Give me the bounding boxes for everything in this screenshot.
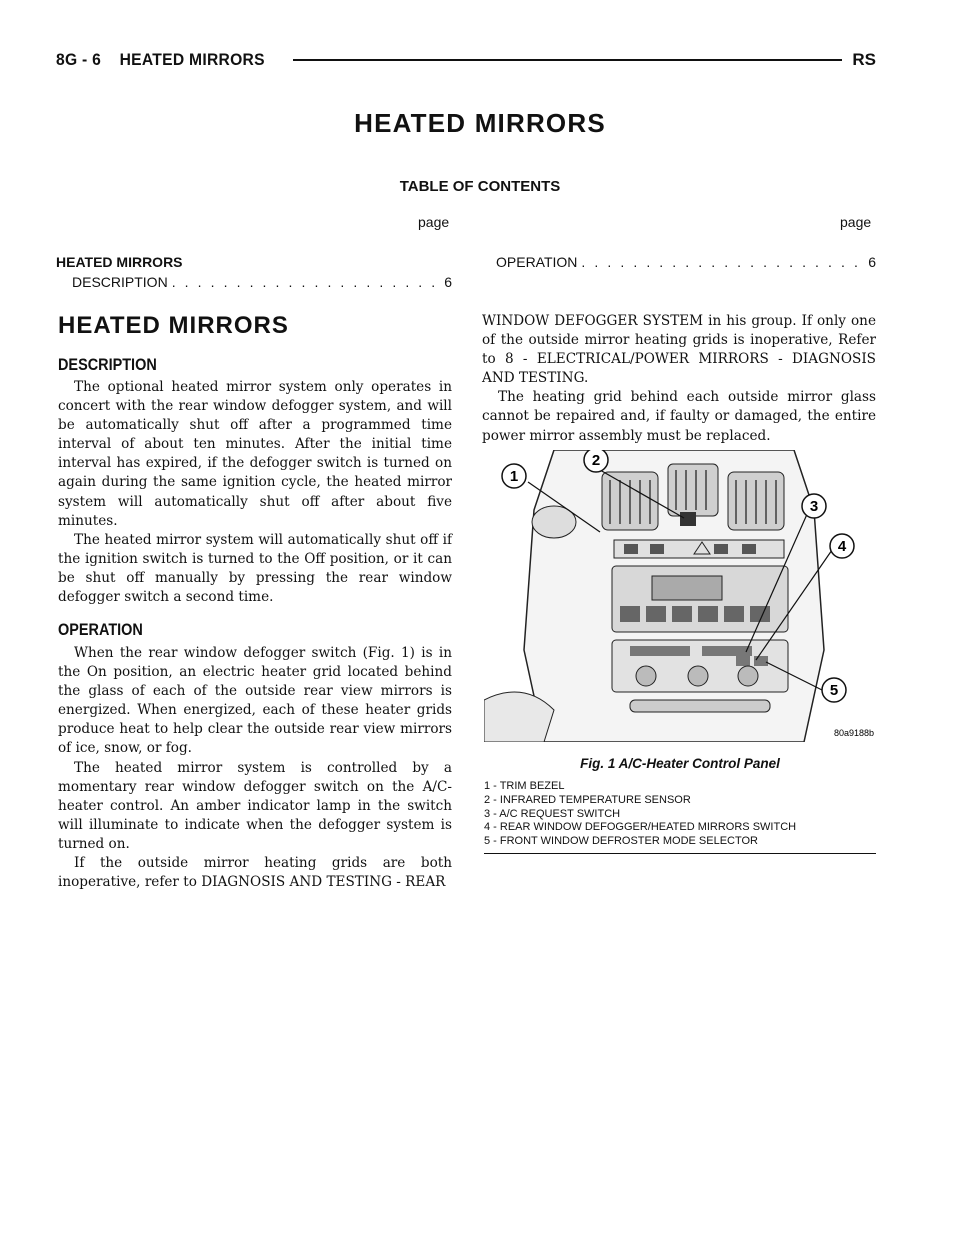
page-title: HEATED MIRRORS [354,108,606,138]
figure-control-panel [484,450,876,742]
right-paragraph: WINDOW DEFOGGER SYSTEM in his group. If only one of the outside mirror heating grids is inoperative, Refer to 8 - ELECTRICAL/POWER MIRRORS - DIAGNOSIS AND TESTING. [482,313,876,387]
header-right: RS [852,50,876,69]
toc-page-label-right: page [840,214,872,230]
right-paragraph: The heating grid behind each outside mirror glass cannot be repaired and, if faulty or damaged, the entire power mirror assembly must be replaced. [482,389,876,444]
right-column-body [482,312,876,446]
toc-title: TABLE OF CONTENTS [399,178,561,195]
figure-caption: Fig. 1 A/C-Heater Control Panel [580,756,780,771]
callout-2: 2 [591,452,601,469]
operation-paragraph: When the rear window defogger switch (Fig. 1) is in the On position, an electric heater grid located behind the glass of each of the outside rear view mirrors is energized. When energized, each of these heater grids produce heat to help clear the outside rear view mirrors of ice, snow, or fog. [58,645,452,757]
figure-legend [484,780,876,854]
description-body [58,378,452,607]
description-paragraph: The optional heated mirror system only operates in concert with the rear window defogger system, and will be automatically shut off after a programmed time interval of about ten minutes. After the initial time interval has expired, if the defogger switch is turned on again during the same ignition cycle, the heated mirror system will automatically shut off after about five minutes. [58,379,452,529]
description-heading: DESCRIPTION [58,355,157,374]
legend-item: 5 - FRONT WINDOW DEFROSTER MODE SELECTOR [484,835,758,848]
toc-entry-operation[interactable]: OPERATION . . . 6 [496,254,876,270]
legend-item: 3 - A/C REQUEST SWITCH [484,807,621,820]
callout-5: 5 [829,682,839,699]
operation-paragraph: The heated mirror system is controlled by a momentary rear window defogger switch on the A/C-heater control. An amber indicator lamp in the switch will illuminate to indicate when the defogger system is turned on. [58,759,452,852]
operation-body [58,644,452,892]
section-title: HEATED MIRRORS [58,312,289,339]
legend-item: 4 - REAR WINDOW DEFOGGER/HEATED MIRRORS SWITCH [484,821,797,834]
control-panel-illustration [484,450,876,742]
page-header [56,48,876,72]
figure-code: 80a9188b [833,728,874,738]
legend-item: 2 - INFRARED TEMPERATURE SENSOR [484,793,691,806]
toc-entry-description[interactable]: DESCRIPTION . . . 6 [72,274,452,290]
toc-group: HEATED MIRRORS [56,254,183,270]
header-rule [293,59,842,61]
legend-item: 1 - TRIM BEZEL [484,780,565,792]
toc-page-label-left: page [418,214,450,230]
operation-heading: OPERATION [58,620,143,639]
callout-1: 1 [509,468,519,485]
callout-3: 3 [809,498,819,515]
header-left: 8G - 6 HEATED MIRRORS [56,50,265,69]
description-paragraph: The heated mirror system will automatically shut off if the ignition switch is turned to the Off position, or it can be shut off manually by pressing the rear window defogger switch a second time. [58,531,452,606]
callout-4: 4 [837,538,847,555]
operation-paragraph: If the outside mirror heating grids are both inoperative, refer to DIAGNOSIS AND TESTING - REAR [58,855,452,891]
